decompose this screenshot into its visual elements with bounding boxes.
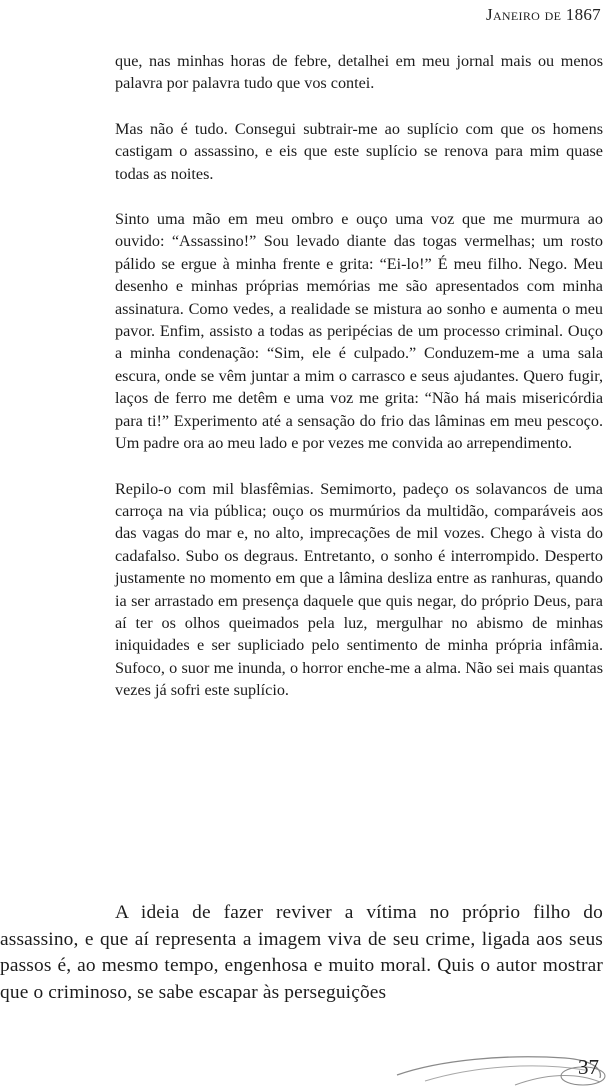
folio-swirl-ornament (395, 1048, 607, 1088)
quote-paragraph-4: Repilo-o com mil blasfêmias. Semimorto, padeço os solavancos de uma carroça na via pública; ouço os murmúrios da multidão, comparáveis aos das vagas do mar e, no alto, imprecações de mil vozes. Chego à vista do cadafalso. Subo os degraus. Entretanto, o sonho é interrompido. Desperto justamente no momento em que a lâmina desliza entre as ranhuras, quando ia ser arrastado em presença daquele que quis negar, do próprio Deus, para aí ter os olhos queimados pela luz, mergulhar no abismo de minhas iniquidades e ser supliciado pelo sentimento de minha própria infâmia. Sufoco, o suor me inunda, o horror enche-me a alma. Não sei mais quantas vezes já sofri este suplício. (115, 479, 603, 700)
commentary-paragraph: A ideia de fazer reviver a vítima no próprio filho do assassino, e que aí representa a imagem viva de seu crime, ligada aos seus passos é, ao mesmo tempo, engenhosa e muito moral. Quis o autor mostrar que o criminoso, se sabe escapar às perseguições (0, 902, 603, 1003)
quoted-letter (115, 50, 603, 725)
quote-paragraph-2: Mas não é tudo. Consegui subtrair-me ao suplício com que os homens castigam o assassino, e eis que este suplício se renova para mim quase todas as noites. (115, 119, 603, 183)
quote-paragraph-3: Sinto uma mão em meu ombro e ouço uma voz que me murmura ao ouvido: “Assassino!” Sou levado diante das togas vermelhas; um rosto pálido se ergue à minha frente e grita: “Ei-lo!” É meu filho. Nego. Meu desenho e minhas próprias memórias me são apresentados com minha assinatura. Como vedes, a realidade se mistura ao sonho e aumenta o meu pavor. Enfim, assisto a todas as peripécias de um processo criminal. Ouço a minha condenação: “Sim, ele é culpado.” Conduzem-me a uma sala escura, onde se vêm juntar a mim o carrasco e seus ajudantes. Quero fugir, laços de ferro me detêm e uma voz me grita: “Não há mais misericórdia para ti!” Experimento até a sensação do frio das lâminas em meu pescoço. Um padre ora ao meu lado e por vezes me convida ao arrependimento. (115, 210, 603, 453)
quote-paragraph-1: que, nas minhas horas de febre, detalhei em meu jornal mais ou menos palavra por palavra tudo que vos contei. (115, 52, 603, 93)
commentary-text (0, 900, 603, 1006)
running-head: Janeiro de 1867 (486, 5, 601, 24)
page-number: 37 (578, 1055, 599, 1079)
